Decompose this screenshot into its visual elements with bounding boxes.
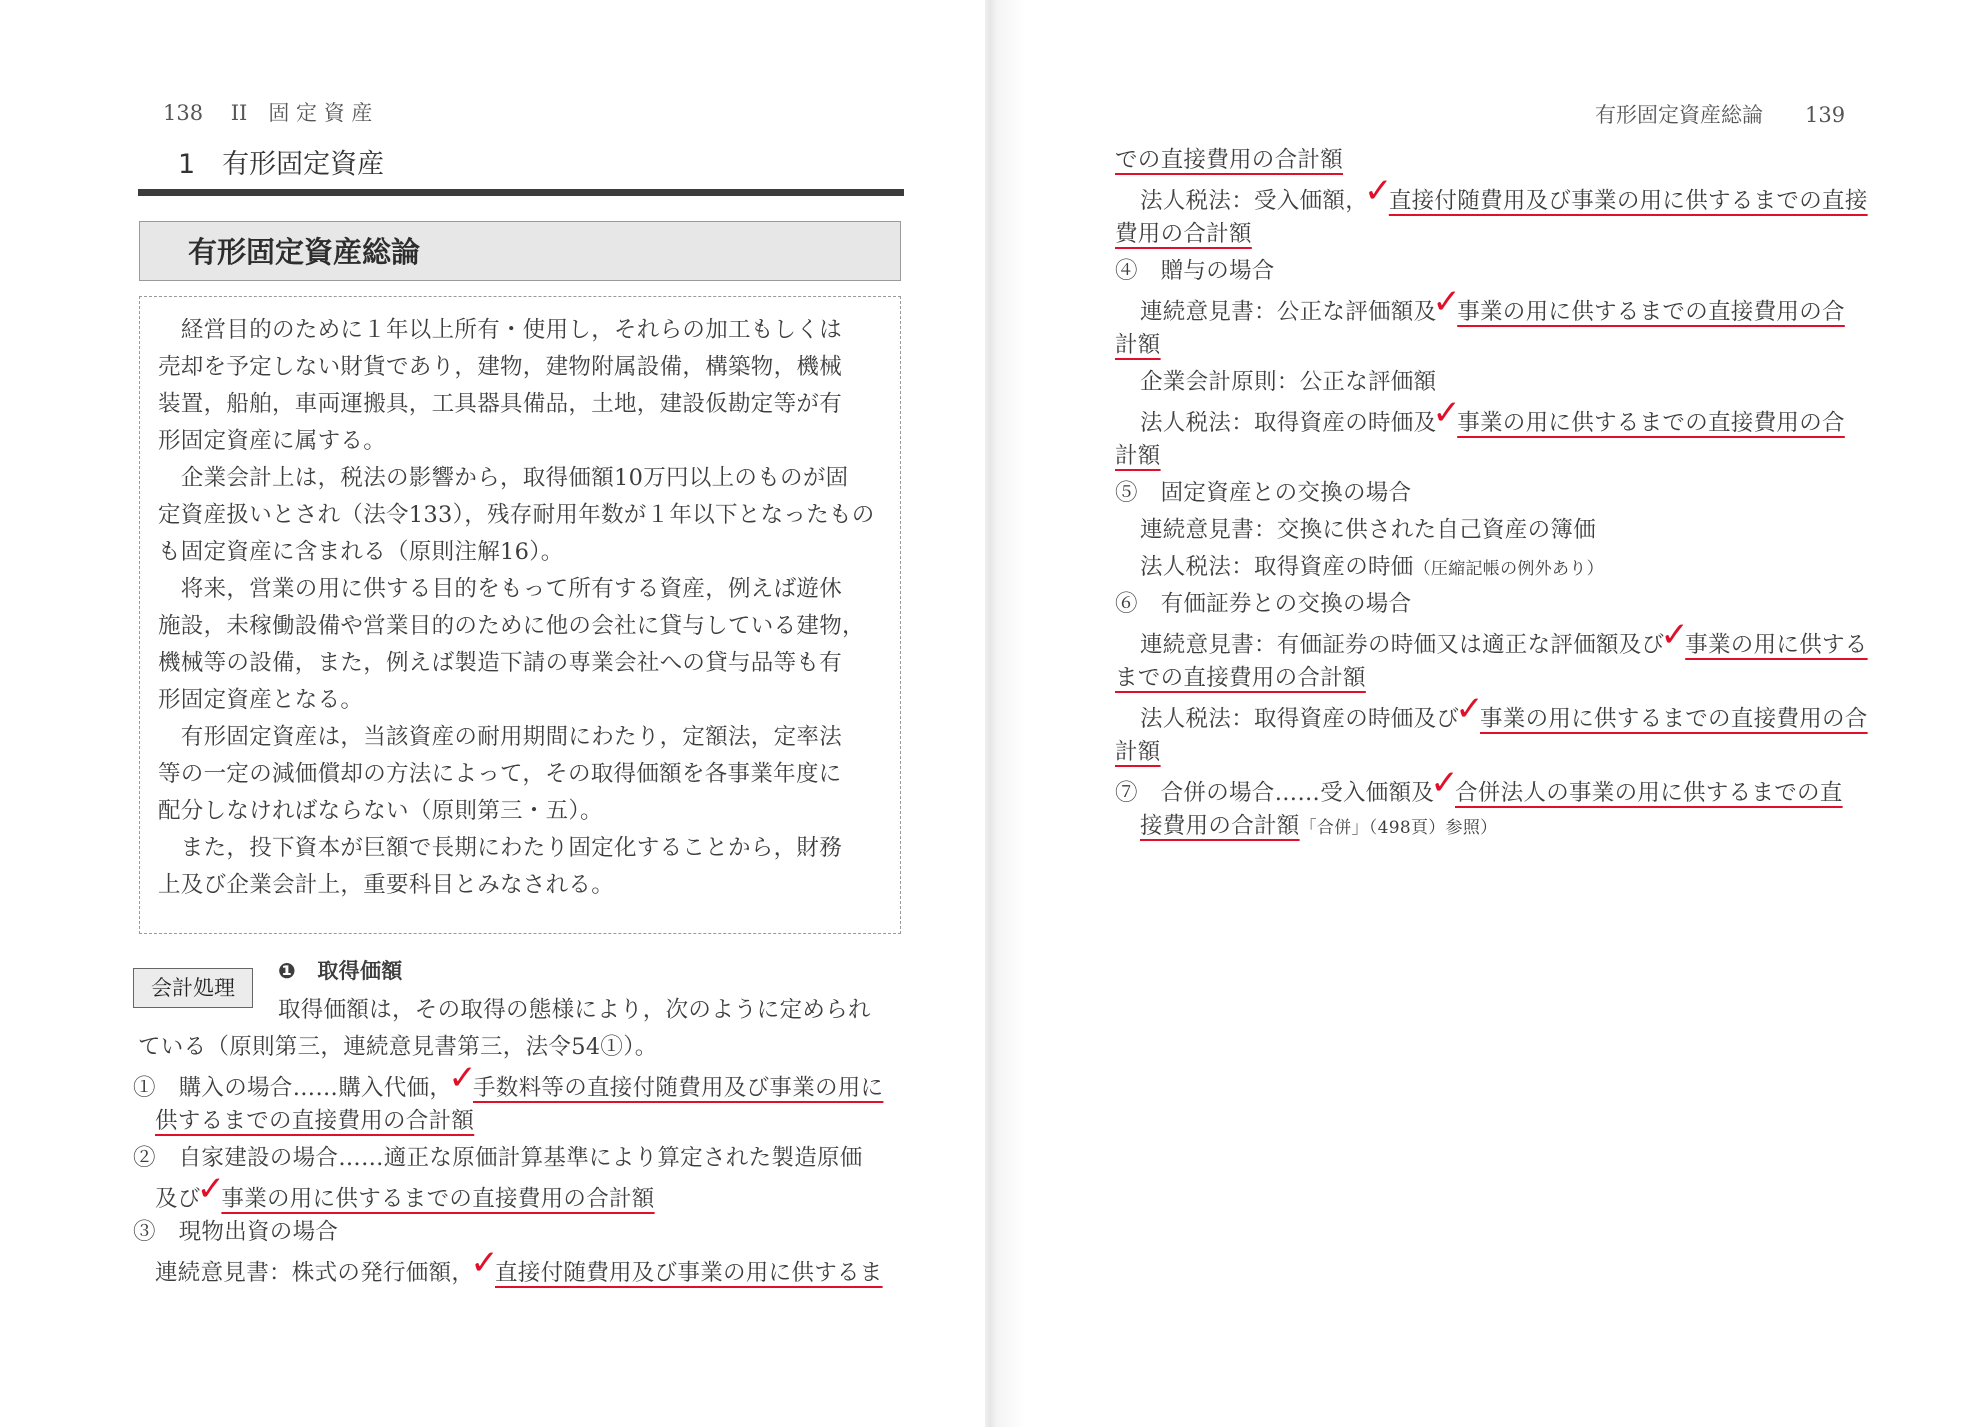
list-item-purchase-cont (155, 1106, 474, 1136)
def-line: 売却を予定しない財貨であり，建物，建物附属設備，構築物，機械 (158, 354, 843, 380)
item-text: 連続意見書：株式の発行価額， (155, 1260, 475, 1286)
right-line: ⑤ 固定資産との交換の場合 (1115, 480, 1412, 506)
list-item-in-kind: ③ 現物出資の場合 (133, 1219, 339, 1245)
check-mark: ✓ (196, 1169, 226, 1209)
def-line: 経営目的のために１年以上所有・使用し，それらの加工もしくは (158, 317, 843, 343)
left-page (0, 0, 985, 1427)
section-heading: 1 有形固定資産 (178, 149, 385, 180)
check-mark: ✓ (1430, 763, 1459, 803)
sub-heading: ❶ 取得価額 (278, 959, 403, 983)
right-line: ⑦ 合併の場合……受入価額及✓合併法人の事業の用に供するまでの直 (1115, 763, 1843, 806)
def-line: も固定資産に含まれる（原則注解16）。 (158, 539, 564, 565)
def-line: 将来，営業の用に供する目的をもって所有する資産，例えば遊休 (158, 576, 843, 602)
title-box (139, 221, 901, 281)
list-item-in-kind-cont (155, 1243, 883, 1288)
def-line: 有形固定資産は，当該資産の耐用期間にわたり，定額法，定率法 (158, 724, 843, 750)
right-line: 計額 (1115, 739, 1161, 765)
right-line: 費用の合計額 (1115, 221, 1252, 247)
right-page (985, 0, 1973, 1427)
def-line: 等の一定の減価償却の方法によって，その取得価額を各事業年度に (158, 761, 842, 787)
box-title: 有形固定資産総論 (188, 235, 421, 269)
check-mark: ✓ (1432, 282, 1462, 322)
body-line: ている（原則第三，連続意見書第三，法令54①）。 (138, 1034, 658, 1060)
right-line: 法人税法：取得資産の時価（圧縮記帳の例外あり） (1140, 554, 1604, 580)
check-mark: ✓ (1455, 689, 1484, 729)
def-line: 定資産扱いとされ（法令133），残存耐用年数が１年以下となったもの (158, 502, 875, 528)
definition-box (139, 296, 901, 934)
def-line: 配分しなければならない（原則第三・五）。 (158, 798, 603, 824)
right-line: 計額 (1115, 443, 1161, 469)
right-line: 連続意見書：公正な評価額及✓事業の用に供するまでの直接費用の合 (1140, 282, 1845, 325)
item-text: ① 購入の場合……購入代価， (133, 1075, 453, 1101)
right-line: ⑥ 有価証券との交換の場合 (1115, 591, 1412, 617)
def-line: 企業会計上は，税法の影響から，取得価額10万円以上のものが固 (158, 465, 849, 491)
check-mark: ✓ (448, 1058, 477, 1098)
heading-rule (138, 189, 904, 196)
def-line: 形固定資産に属する。 (158, 428, 387, 454)
right-line: ④ 贈与の場合 (1115, 258, 1275, 284)
right-line: での直接費用の合計額 (1115, 147, 1344, 173)
right-line: までの直接費用の合計額 (1115, 665, 1366, 691)
check-mark: ✓ (470, 1243, 499, 1283)
def-line: また，投下資本が巨額で長期にわたり固定化することから，財務 (158, 835, 843, 861)
underlined-text: 手数料等の直接付随費用及び事業の用に (473, 1075, 884, 1101)
right-line: 連続意見書：有価証券の時価又は適正な評価額及び✓事業の用に供する (1140, 615, 1868, 658)
check-mark: ✓ (1432, 393, 1462, 433)
page-header-right: 有形固定資産総論 139 (1595, 103, 1846, 127)
item-text: 及び (155, 1186, 201, 1212)
list-item-self-construction-cont (155, 1169, 655, 1214)
check-mark: ✓ (1660, 615, 1690, 655)
def-line: 機械等の設備，また，例えば製造下請の専業会社への貸与品等も有 (158, 650, 843, 676)
right-line: 接費用の合計額「合併」（498頁）参照） (1140, 813, 1498, 839)
def-line: 施設，未稼働設備や営業目的のために他の会社に貸与している建物， (158, 613, 865, 639)
page-header-left: 138 II 固 定 資 産 (163, 101, 373, 125)
right-line: 計額 (1115, 332, 1161, 358)
accounting-treatment-tag: 会計処理 (133, 968, 253, 1008)
list-item-self-construction: ② 自家建設の場合……適正な原価計算基準により算定された製造原価 (133, 1145, 863, 1171)
right-line: 企業会計原則：公正な評価額 (1140, 369, 1437, 395)
list-item-purchase (133, 1058, 884, 1103)
right-line: 連続意見書：交換に供された自己資産の簿価 (1140, 517, 1597, 543)
check-mark: ✓ (1364, 171, 1393, 211)
right-line: 法人税法：受入価額，✓直接付随費用及び事業の用に供するまでの直接 (1140, 171, 1868, 214)
def-line: 形固定資産となる。 (158, 687, 364, 713)
body-line: 取得価額は，その取得の態様により，次のように定められ (278, 997, 871, 1023)
def-line: 装置，船舶，車両運搬具，工具器具備品，土地，建設仮勘定等が有 (158, 391, 843, 417)
def-line: 上及び企業会計上，重要科目とみなされる。 (158, 872, 615, 898)
underlined-text: 事業の用に供するまでの直接費用の合計額 (221, 1186, 655, 1212)
underlined-text: 供するまでの直接費用の合計額 (155, 1108, 475, 1134)
underlined-text: 直接付随費用及び事業の用に供するま (495, 1260, 883, 1286)
right-line: 法人税法：取得資産の時価及び✓事業の用に供するまでの直接費用の合 (1140, 689, 1868, 732)
right-line: 法人税法：取得資産の時価及✓事業の用に供するまでの直接費用の合 (1140, 393, 1845, 436)
